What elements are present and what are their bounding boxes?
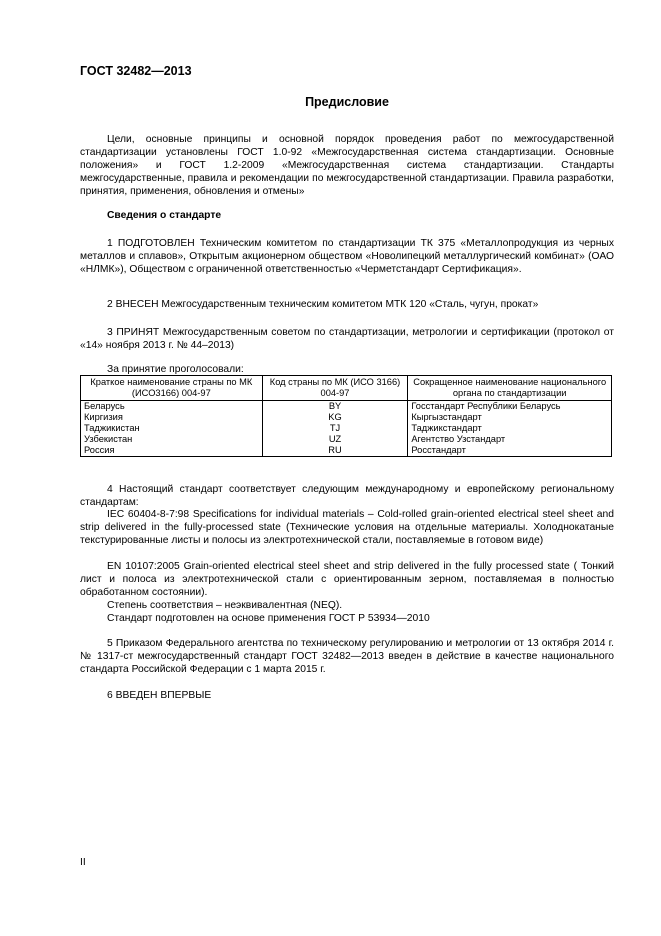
item-6-introduced: 6 ВВЕДЕН ВПЕРВЫЕ [107,690,212,701]
header-country-code: Код страны по МК (ИСО 3166) 004-97 [262,376,408,401]
page-title: Предисловие [305,95,389,109]
table-row [81,423,612,434]
table-row [81,401,612,413]
page-number: II [80,857,86,868]
item-5-order: 5 Приказом Федерального агентства по техническому регулированию и метрологии от 13 октября 2014 г. № 1317-ст межгосударственный стандарт ГОСТ 32482—2013 введен в действие в качестве национального стандарта Российской Федерации с 1 марта 2015 г. [80,638,614,675]
item-4-correspondence: 4 Настоящий стандарт соответствует следующим международному и европейскому региональному стандартам: [80,484,614,508]
table-row [81,445,612,457]
item-2-submitted: 2 ВНЕСЕН Межгосударственным техническим комитетом МТК 120 «Сталь, чугун, прокат» [107,299,539,310]
country-code: BY [262,401,408,413]
standards-body: Росстандарт [408,445,612,457]
item-3-adopted: 3 ПРИНЯТ Межгосударственным советом по стандартизации, метрологии и сертификации (протокол от «14» ноября 2013 г. № 44–2013) [80,327,614,351]
header-country-name: Краткое наименование страны по МК (ИСО3166) 004-97 [81,376,263,401]
header-standards-body: Сокращенное наименование национального органа по стандартизации [408,376,612,401]
country-name: Таджикистан [81,423,263,434]
item-4-iec-reference: IEC 60404-8-7:98 Specifications for individual materials – Cold-rolled grain-oriented electrical steel sheet and strip delivered in the fully-processed state (Технические условия на отдельные материалы. Холоднокатаные текстурированные листы и полосы из электротехнической стали, поставляемые в готовом виде) [80,509,614,546]
country-name: Узбекистан [81,434,263,445]
table-header-row [81,376,612,401]
country-name: Россия [81,445,263,457]
country-name: Беларусь [81,401,263,413]
standards-body: Кыргызстандарт [408,412,612,423]
table-row [81,434,612,445]
item-4-degree: Степень соответствия – неэквивалентная (NEQ). [107,600,343,611]
standard-id: ГОСТ 32482—2013 [80,64,192,78]
standards-body: Таджикстандарт [408,423,612,434]
country-code: KG [262,412,408,423]
item-4-en-reference: EN 10107:2005 Grain-oriented electrical steel sheet and strip delivered in the fully processed state ( Тонкий лист и полоса из электротехнической стали с ориентированным зерном, поставляемая в полностью обработанном состоянии). [80,561,614,598]
countries-table [80,375,612,457]
country-code: UZ [262,434,408,445]
voted-label: За принятие проголосовали: [107,364,244,375]
standards-body: Госстандарт Республики Беларусь [408,401,612,413]
table-row [81,412,612,423]
country-name: Киргизия [81,412,263,423]
about-heading: Сведения о стандарте [107,210,222,221]
item-4-basis: Стандарт подготовлен на основе применения ГОСТ Р 53934—2010 [107,613,430,624]
item-1-prepared: 1 ПОДГОТОВЛЕН Техническим комитетом по стандартизации ТК 375 «Металлопродукция из черных металлов и сплавов», Открытым акционерном обществом «Новолипецкий металлургический комбинат» (ОАО «НЛМК»), Обществом с ограниченной ответственностью «Черметстандарт Сертификация». [80,238,614,275]
intro-paragraph: Цели, основные принципы и основной порядок проведения работ по межгосударственной стандартизации установлены ГОСТ 1.0-92 «Межгосударственная система стандартизации. Основные положения» и ГОСТ 1.2-2009 «Межгосударственная система стандартизации. Стандарты межгосударственные, правила и рекомендации по межгосударственной стандартизации. Правила разработки, принятия, применения, обновления и отмены» [80,134,614,197]
standards-body: Агентство Узстандарт [408,434,612,445]
country-code: TJ [262,423,408,434]
country-code: RU [262,445,408,457]
